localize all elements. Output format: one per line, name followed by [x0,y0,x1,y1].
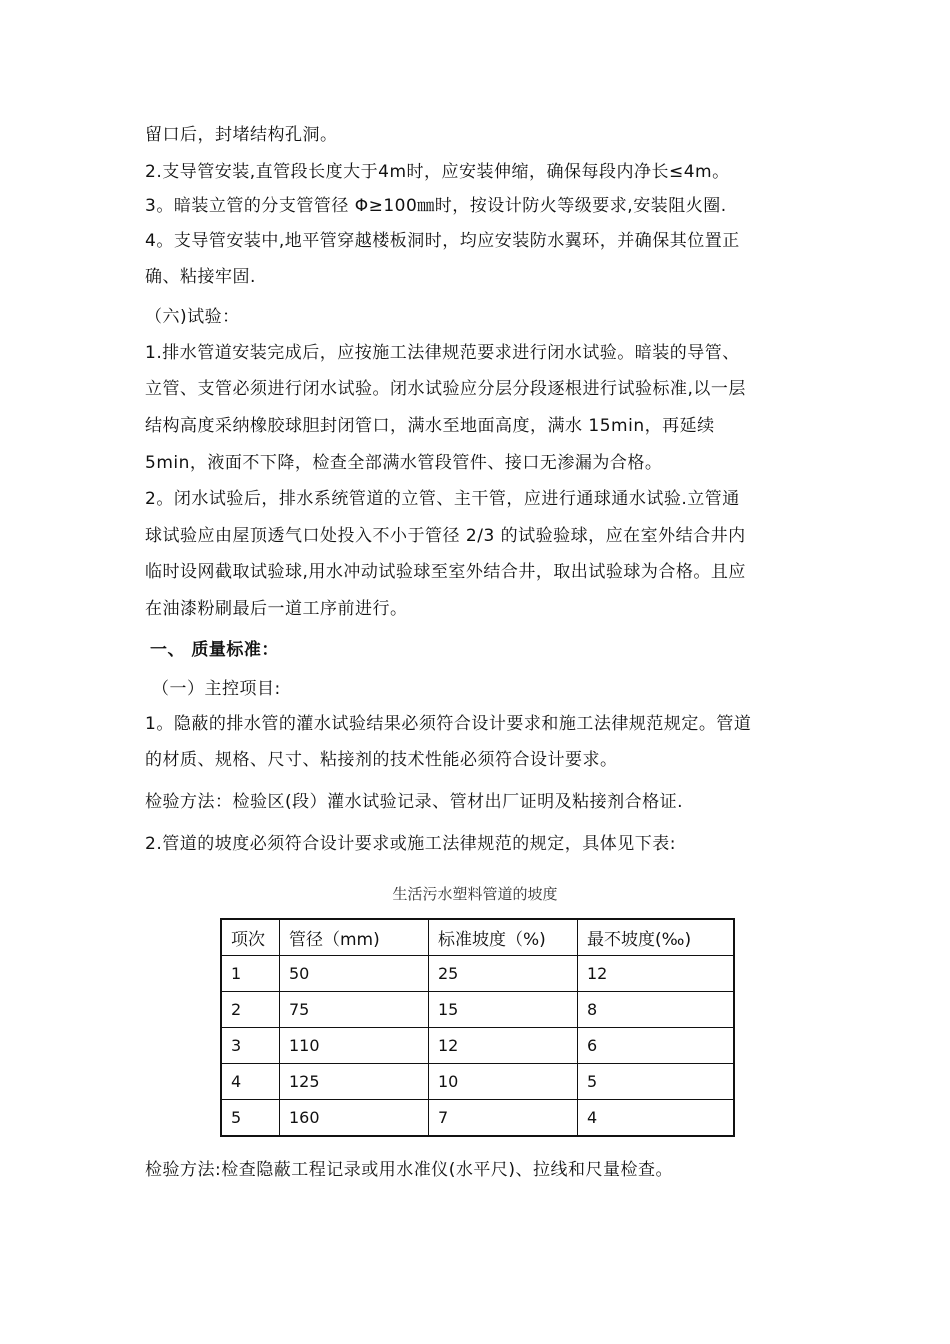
table-cell: 4 [221,1064,280,1100]
table-cell: 125 [280,1064,429,1100]
table-cell: 3 [221,1028,280,1064]
section-heading: （六)试验： [145,307,240,327]
table-header-cell: 标准坡度（%) [429,919,578,956]
table-cell: 12 [429,1028,578,1064]
paragraph-line: 1.排水管道安装完成后，应按施工法律规范要求进行闭水试验。暗装的导管、 [145,343,740,363]
table-row [221,1064,734,1100]
table-cell: 25 [429,956,578,992]
table-cell: 4 [578,1100,735,1137]
table-cell: 15 [429,992,578,1028]
paragraph-line: 临时设网截取试验球,用水冲动试验球至室外结合井，取出试验球为合格。且应 [145,562,746,582]
paragraph-line: 在油漆粉刷最后一道工序前进行。 [145,599,408,619]
table-cell: 160 [280,1100,429,1137]
table-cell: 8 [578,992,735,1028]
table-cell: 110 [280,1028,429,1064]
table-cell: 5 [578,1064,735,1100]
table-row [221,956,734,992]
table-header-cell: 项次 [221,919,280,956]
paragraph-line: 立管、支管必须进行闭水试验。闭水试验应分层分段逐根进行试验标准,以一层 [145,379,746,399]
table-cell: 75 [280,992,429,1028]
paragraph-line: 2。闭水试验后，排水系统管道的立管、主干管，应进行通球通水试验.立管通 [145,489,740,509]
paragraph-line: 球试验应由屋顶透气口处投入不小于管径 2/3 的试验验球，应在室外结合井内 [145,526,746,546]
table-cell: 5 [221,1100,280,1137]
table-row [221,1028,734,1064]
paragraph-line: 2.管道的坡度必须符合设计要求或施工法律规范的规定，具体见下表: [145,834,676,854]
slope-table [220,918,735,1137]
table-header-row [221,919,734,956]
table-cell: 50 [280,956,429,992]
table-cell: 10 [429,1064,578,1100]
table-caption: 生活污水塑料管道的坡度 [392,885,558,903]
paragraph-line: 的材质、规格、尺寸、粘接剂的技术性能必须符合设计要求。 [145,750,618,770]
paragraph-line: 结构高度采纳橡胶球胆封闭管口，满水至地面高度，满水 15min，再延续 [145,416,715,436]
table-header-cell: 最不坡度(‰) [578,919,735,956]
table-cell: 7 [429,1100,578,1137]
table-cell: 1 [221,956,280,992]
paragraph-line: 3。暗装立管的分支管管径 Φ≥100㎜时，按设计防火等级要求,安装阻火圈. [145,196,727,216]
paragraph-line: 留口后，封堵结构孔洞。 [145,125,338,145]
paragraph-line: 确、粘接牢固. [145,267,256,287]
table-cell: 6 [578,1028,735,1064]
paragraph-line: 2.支导管安装,直管段长度大于4m时，应安装伸缩，确保每段内净长≤4m。 [145,162,730,182]
subsection-heading: （一）主控项目: [152,679,281,699]
paragraph-line: 4。支导管安装中,地平管穿越楼板洞时，均应安装防水翼环，并确保其位置正 [145,231,740,251]
table-row [221,992,734,1028]
table-header-cell: 管径（mm) [280,919,429,956]
table-cell: 12 [578,956,735,992]
table-row [221,1100,734,1137]
paragraph-line: 1。隐蔽的排水管的灌水试验结果必须符合设计要求和施工法律规范规定。管道 [145,714,752,734]
paragraph-line: 检验方法：检验区(段）灌水试验记录、管材出厂证明及粘接剂合格证. [145,792,684,812]
section-heading-quality: 一、 质量标准： [150,640,279,660]
paragraph-line: 5min，液面不下降，检查全部满水管段管件、接口无渗漏为合格。 [145,453,663,473]
inspection-method-text: 检验方法:检查隐蔽工程记录或用水准仪(水平尺)、拉线和尺量检查。 [145,1160,673,1180]
table-cell: 2 [221,992,280,1028]
